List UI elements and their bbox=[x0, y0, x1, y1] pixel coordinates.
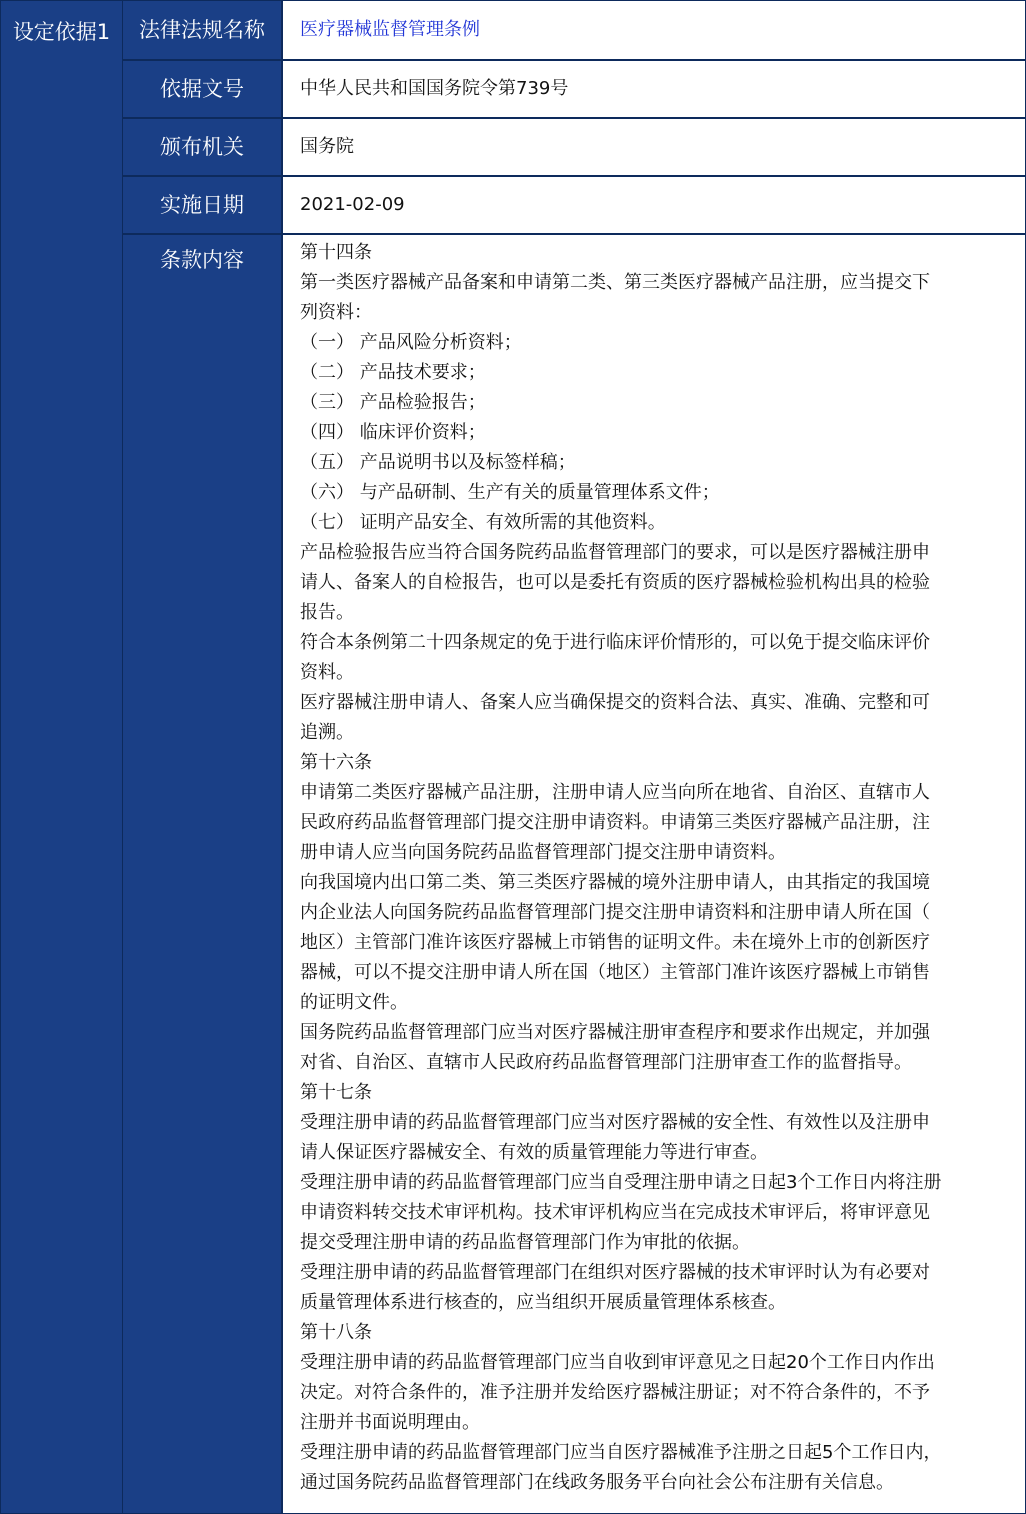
clause-line: （六） 与产品研制、生产有关的质量管理体系文件； bbox=[300, 482, 720, 503]
row-clause-content bbox=[123, 235, 1026, 1513]
doc-number-label: 依据文号 bbox=[123, 61, 283, 117]
clause-line: 请人保证医疗器械安全、有效的质量管理能力等进行审查。 bbox=[300, 1142, 768, 1163]
clause-line: 第十八条 bbox=[300, 1322, 372, 1343]
clause-line: 申请第二类医疗器械产品注册，注册申请人应当向所在地省、自治区、直辖市人 bbox=[300, 782, 930, 803]
effective-date-label: 实施日期 bbox=[123, 177, 283, 233]
clause-line: （五） 产品说明书以及标签样稿； bbox=[300, 452, 576, 473]
clause-line: 受理注册申请的药品监督管理部门在组织对医疗器械的技术审评时认为有必要对 bbox=[300, 1262, 930, 1283]
row-effective-date bbox=[123, 177, 1026, 235]
clause-line: 内企业法人向国务院药品监督管理部门提交注册申请资料和注册申请人所在国（ bbox=[300, 902, 930, 923]
clause-line: 产品检验报告应当符合国务院药品监督管理部门的要求，可以是医疗器械注册申 bbox=[300, 542, 930, 563]
clause-line: 质量管理体系进行核查的，应当组织开展质量管理体系核查。 bbox=[300, 1292, 786, 1313]
clause-line: 受理注册申请的药品监督管理部门应当自受理注册申请之日起3个工作日内将注册 bbox=[300, 1172, 942, 1193]
clause-line: 受理注册申请的药品监督管理部门应当对医疗器械的安全性、有效性以及注册申 bbox=[300, 1112, 930, 1133]
clause-line: 第十四条 bbox=[300, 242, 372, 263]
clause-line: 对省、自治区、直辖市人民政府药品监督管理部门注册审查工作的监督指导。 bbox=[300, 1052, 912, 1073]
clause-line: 列资料： bbox=[300, 302, 372, 323]
clause-line: 注册并书面说明理由。 bbox=[300, 1412, 480, 1433]
clause-line: （三） 产品检验报告； bbox=[300, 392, 486, 413]
clause-line: （七） 证明产品安全、有效所需的其他资料。 bbox=[300, 512, 666, 533]
clause-line: 决定。对符合条件的，准予注册并发给医疗器械注册证；对不符合条件的，不予 bbox=[300, 1382, 930, 1403]
law-name-link[interactable]: 医疗器械监督管理条例 bbox=[300, 19, 480, 40]
basis-column bbox=[1, 1, 124, 1513]
doc-number-value: 中华人民共和国国务院令第739号 bbox=[300, 78, 569, 99]
clause-line: 向我国境内出口第二类、第三类医疗器械的境外注册申请人，由其指定的我国境 bbox=[300, 872, 930, 893]
clause-line: 第一类医疗器械产品备案和申请第二类、第三类医疗器械产品注册，应当提交下 bbox=[300, 272, 930, 293]
clause-line: 申请资料转交技术审评机构。技术审评机构应当在完成技术审评后，将审评意见 bbox=[300, 1202, 930, 1223]
clause-line: 符合本条例第二十四条规定的免于进行临床评价情形的，可以免于提交临床评价 bbox=[300, 632, 930, 653]
clause-line: 提交受理注册申请的药品监督管理部门作为审批的依据。 bbox=[300, 1232, 750, 1253]
clause-content-label: 条款内容 bbox=[123, 235, 283, 1513]
law-name-label: 法律法规名称 bbox=[123, 1, 283, 59]
effective-date-value: 2021-02-09 bbox=[300, 194, 405, 215]
issuer-value: 国务院 bbox=[300, 136, 354, 157]
clause-line: 的证明文件。 bbox=[300, 992, 408, 1013]
clause-line: 医疗器械注册申请人、备案人应当确保提交的资料合法、真实、准确、完整和可 bbox=[300, 692, 930, 713]
clause-content bbox=[300, 238, 1012, 1498]
clause-line: 第十六条 bbox=[300, 752, 372, 773]
row-issuer bbox=[123, 119, 1026, 177]
clause-line: 通过国务院药品监督管理部门在线政务服务平台向社会公布注册有关信息。 bbox=[300, 1472, 894, 1493]
clause-line: 国务院药品监督管理部门应当对医疗器械注册审查程序和要求作出规定，并加强 bbox=[300, 1022, 930, 1043]
issuer-label: 颁布机关 bbox=[123, 119, 283, 175]
clause-line: 第十七条 bbox=[300, 1082, 372, 1103]
clause-line: 民政府药品监督管理部门提交注册申请资料。申请第三类医疗器械产品注册，注 bbox=[300, 812, 930, 833]
clause-line: 追溯。 bbox=[300, 722, 354, 743]
clause-line: 册申请人应当向国务院药品监督管理部门提交注册申请资料。 bbox=[300, 842, 786, 863]
clause-line: 受理注册申请的药品监督管理部门应当自收到审评意见之日起20个工作日内作出 bbox=[300, 1352, 935, 1373]
clause-line: （四） 临床评价资料； bbox=[300, 422, 486, 443]
clause-line: （二） 产品技术要求； bbox=[300, 362, 486, 383]
clause-line: 资料。 bbox=[300, 662, 354, 683]
clause-line: 器械，可以不提交注册申请人所在国（地区）主管部门准许该医疗器械上市销售 bbox=[300, 962, 930, 983]
clause-line: （一） 产品风险分析资料； bbox=[300, 332, 522, 353]
clause-line: 请人、备案人的自检报告，也可以是委托有资质的医疗器械检验机构出具的检验 bbox=[300, 572, 930, 593]
row-law-name bbox=[123, 1, 1026, 61]
row-doc-number bbox=[123, 61, 1026, 119]
clause-line: 地区）主管部门准许该医疗器械上市销售的证明文件。未在境外上市的创新医疗 bbox=[300, 932, 930, 953]
clause-line: 受理注册申请的药品监督管理部门应当自医疗器械准予注册之日起5个工作日内， bbox=[300, 1442, 942, 1463]
basis-label: 设定依据1 bbox=[12, 20, 111, 44]
clause-line: 报告。 bbox=[300, 602, 354, 623]
